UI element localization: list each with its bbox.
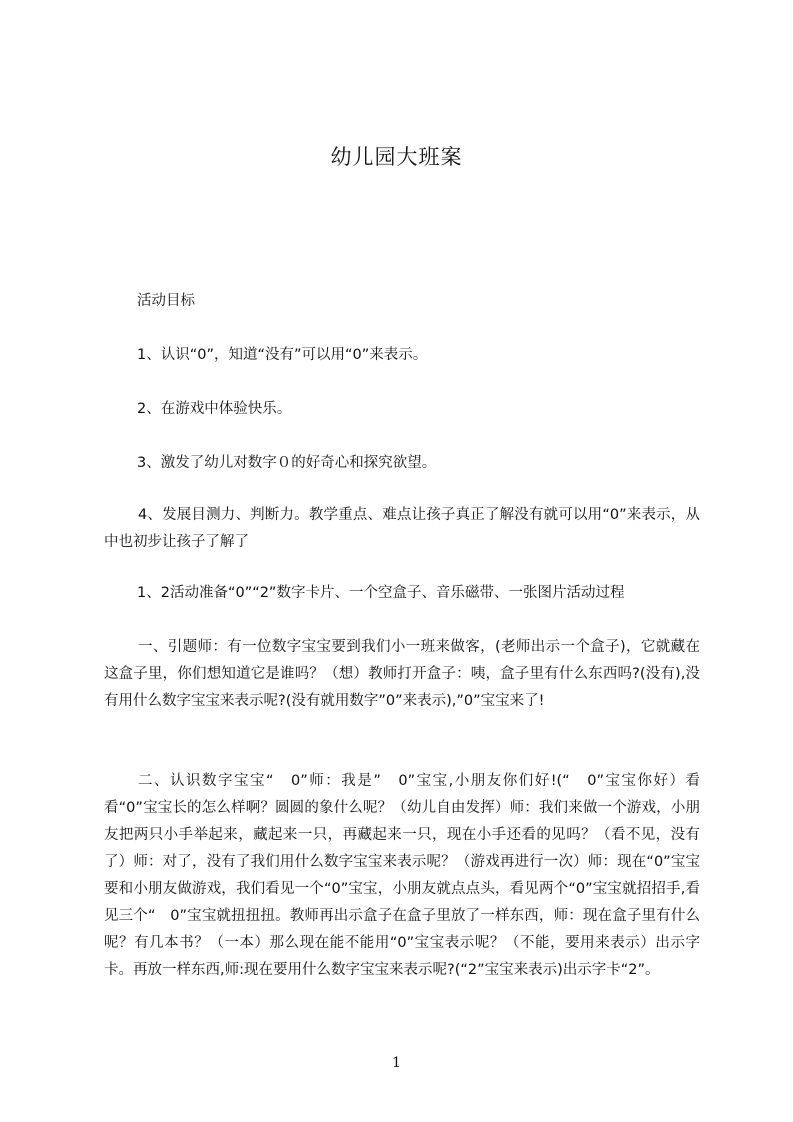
section-heading: 活动目标 (137, 293, 195, 309)
document-title: 幼儿园大班案 (330, 145, 463, 169)
goal-item: 3、激发了幼儿对数字０的好奇心和探究欲望。 (137, 455, 437, 471)
goal-item: 2、在游戏中体验快乐。 (137, 401, 292, 417)
goal-item: 1、认识“0”，知道“没有”可以用“0”来表示。 (137, 347, 428, 363)
step-two-paragraph: 二、认识数字宝宝“ 0”师：我是” 0”宝宝,小朋友你们好!(“ 0”宝宝你好）看看“0”宝宝长的怎么样啊？圆圆的象什么呢？（幼儿自由发挥）师：我们来做一个游戏，小朋友把两只小手举起来，藏起来一只，再藏起来一只，现在小手还看的见吗？（看不见，没有了）师：对了，没有了我们用什么数字宝宝来表示呢？（游戏再进行一次）师：现在“0”宝宝要和小朋友做游戏，我们看见一个“0”宝宝，小朋友就点点头，看见两个“0”宝宝就招招手,看见三个“ 0”宝宝就扭扭扭。教师再出示盒子在盒子里放了一样东西，师：现在盒子里有什么呢？有几本书？（一本）那么现在能不能用“0”宝宝表示呢？（不能，要用来表示）出示字卡。再放一样东西,师:现在要用什么数字宝宝来表示呢?(“2”宝宝来表示)出示字卡“2”。 (104, 773, 700, 978)
preparation-text: 1、2活动准备“0”“2”数字卡片、一个空盒子、音乐磁带、一张图片活动过程 (137, 585, 625, 601)
page-number: 1 (392, 1055, 401, 1071)
step-one-paragraph: 一、引题师：有一位数字宝宝要到我们小一班来做客，(老师出示一个盒子)，它就藏在这盒子里，你们想知道它是谁吗？（想）教师打开盒子：咦，盒子里有什么东西吗?(没有),没有用什么数字宝宝来表示呢?(没有就用数字”0”来表示),”0”宝宝来了! (104, 639, 700, 709)
goal-item: 4、发展目测力、判断力。教学重点、难点让孩子真正了解没有就可以用“0”来表示，从中也初步让孩子了解了 (104, 507, 700, 550)
